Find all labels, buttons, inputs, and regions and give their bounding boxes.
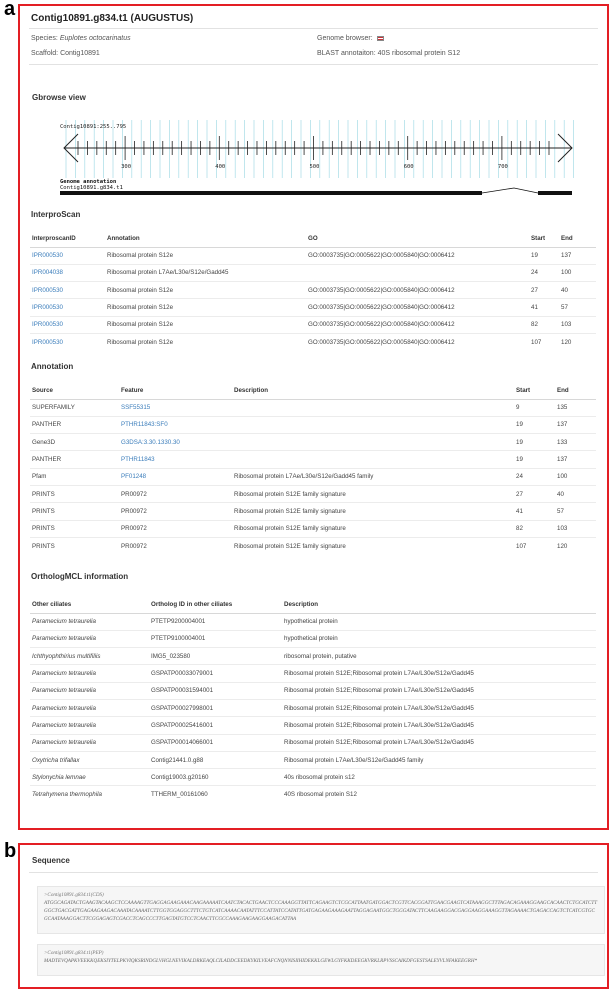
- col-description: Description: [232, 382, 514, 399]
- table-cell: 135: [555, 399, 596, 416]
- ortholog-row: [30, 751, 596, 768]
- cell-link[interactable]: IPR000530: [30, 282, 105, 299]
- table-cell: Paramecium tetraurelia: [30, 734, 149, 751]
- table-cell: Ribosomal protein S12e: [105, 299, 306, 316]
- interpro-title: InterproScan: [31, 210, 81, 219]
- ortholog-row: [30, 648, 596, 665]
- table-cell: Paramecium tetraurelia: [30, 717, 149, 734]
- ortholog-row: [30, 717, 596, 734]
- interpro-table: [30, 230, 596, 351]
- table-cell: hypothetical protein: [282, 630, 596, 647]
- table-cell: GO:0003735|GO:0005622|GO:0005840|GO:0006412: [306, 282, 529, 299]
- table-cell: Ribosomal protein L7Ae/L30e/S12e/Gadd45 family: [232, 468, 514, 485]
- interpro-row: [30, 333, 596, 350]
- table-cell: Ribosomal protein L7Ae/L30e/S12e/Gadd45: [105, 264, 306, 281]
- gbrowse-intron: [482, 188, 538, 193]
- gbrowse-track-title: Genome annotation: [60, 179, 117, 185]
- table-cell: 19: [514, 416, 555, 433]
- pep-sequence: MADTEVQAPKVEEKKQEKSIYTELPKVIQKSRINDGLVHGLNEVIKALDRKEAQLCILADDCEEDKYKILVEAFCNQNNISIIHIDEKKLGEWLGYFKKDEEGKVRKLRPVSSCAIKDFGESTSALEYVLNFAKEEGRH*: [44, 958, 478, 964]
- table-cell: 120: [559, 333, 596, 350]
- ortholog-row: [30, 769, 596, 786]
- annotation-row: [30, 537, 596, 554]
- table-cell: GO:0003735|GO:0005622|GO:0005840|GO:0006412: [306, 316, 529, 333]
- table-cell: 120: [555, 537, 596, 554]
- table-cell: PRINTS: [30, 485, 119, 502]
- table-cell: GSPATP00031594001: [149, 682, 282, 699]
- ortholog-row: [30, 613, 596, 630]
- table-cell: 82: [514, 520, 555, 537]
- panel-label-a: a: [4, 0, 16, 20]
- cell-link[interactable]: PTHR11843:SF0: [119, 416, 232, 433]
- table-cell: Ribosomal protein S12E;Ribosomal protein L7Ae/L30e/S12e/Gadd45: [282, 699, 596, 716]
- annotation-title: Annotation: [31, 362, 74, 371]
- table-cell: PR00972: [119, 485, 232, 502]
- cell-link[interactable]: G3DSA:3.30.1330.30: [119, 434, 232, 451]
- table-cell: Ribosomal protein S12e: [105, 333, 306, 350]
- col-source: Source: [30, 382, 119, 399]
- table-cell: [232, 434, 514, 451]
- table-cell: 57: [559, 299, 596, 316]
- table-cell: PANTHER: [30, 416, 119, 433]
- table-cell: 41: [529, 299, 559, 316]
- table-cell: PR00972: [119, 520, 232, 537]
- col-ortholog-description: Description: [282, 596, 596, 613]
- sequence-title: Sequence: [32, 856, 70, 865]
- table-cell: GSPATP00025416001: [149, 717, 282, 734]
- annotation-row: [30, 468, 596, 485]
- ortholog-row: [30, 734, 596, 751]
- table-cell: GO:0003735|GO:0005622|GO:0005840|GO:0006412: [306, 299, 529, 316]
- table-cell: 103: [559, 316, 596, 333]
- table-cell: Contig21441.0.g88: [149, 751, 282, 768]
- cell-link[interactable]: PF01248: [119, 468, 232, 485]
- ortholog-row: [30, 786, 596, 803]
- table-cell: 40s ribosomal protein s12: [282, 769, 596, 786]
- browser-info: [317, 35, 384, 42]
- table-cell: 107: [529, 333, 559, 350]
- species-value: Euplotes octocarinatus: [59, 35, 131, 42]
- table-cell: Ribosomal protein S12E family signature: [232, 520, 514, 537]
- panel-label-b: b: [4, 840, 17, 862]
- table-cell: Tetrahymena thermophila: [30, 786, 149, 803]
- gbrowse-tick-label: 600: [403, 164, 414, 170]
- table-cell: [232, 399, 514, 416]
- gbrowse-exon-1[interactable]: [60, 191, 482, 195]
- gbrowse-tick-label: 500: [309, 164, 320, 170]
- table-cell: 27: [514, 485, 555, 502]
- table-cell: GO:0003735|GO:0005622|GO:0005840|GO:0006412: [306, 247, 529, 264]
- annotation-row: [30, 434, 596, 451]
- header-divider: [29, 28, 598, 29]
- table-cell: 103: [555, 520, 596, 537]
- table-cell: 107: [514, 537, 555, 554]
- table-cell: PRINTS: [30, 503, 119, 520]
- table-cell: 137: [555, 416, 596, 433]
- col-start: Start: [514, 382, 555, 399]
- gene-title: Contig10891.g834.t1 (AUGUSTUS): [31, 13, 194, 24]
- table-cell: 100: [555, 468, 596, 485]
- table-cell: 27: [529, 282, 559, 299]
- table-cell: Gene3D: [30, 434, 119, 451]
- orthomcl-table: [30, 596, 596, 803]
- table-cell: ribosomal protein, putative: [282, 648, 596, 665]
- table-cell: GO:0003735|GO:0005622|GO:0005840|GO:0006412: [306, 333, 529, 350]
- scaffold-label: Scaffold:: [31, 50, 59, 57]
- table-cell: [232, 451, 514, 468]
- cell-link[interactable]: SSF55315: [119, 399, 232, 416]
- annotation-row: [30, 451, 596, 468]
- col-interproscanid: InterproscanID: [30, 230, 105, 247]
- table-cell: 82: [529, 316, 559, 333]
- annotation-row: [30, 485, 596, 502]
- scaffold-value: Contig10891: [60, 50, 100, 57]
- col-go: GO: [306, 230, 529, 247]
- table-cell: PRINTS: [30, 537, 119, 554]
- table-cell: Ribosomal protein S12e: [105, 282, 306, 299]
- blast-info: [317, 50, 460, 57]
- pep-header: >Contig10891.g834.t1(PEP): [44, 950, 104, 956]
- table-cell: Ribosomal protein S12E family signature: [232, 537, 514, 554]
- table-cell: PR00972: [119, 503, 232, 520]
- cds-sequence: ATGGCAGATACTGAAGTACAAGCTCCAAAAGTTGAGGAGAAGAAACAAGAAAAATCAATCTACACTGAACTCCCAAAGGTTATTCAGAAGTCTCGCATTAATGATGGACTCGTTCACGGATTGAACGAAGTCATAAAGGCTTTAGACAGAAAGGAAGCACAACTCTGCATCTTGGCTGACGATTGAGAAGAAGACAAATACAAAATCTTGGTGGAGGCTTTCTGTCATCAAAACAATATTTCCATTATCCATATTGATGAGAAGAAAGAATTAGGAGAATGGCTGGGATACTTCAAGAAGGACGAGGAAGGAAAGGTTAGAAAACTGAGACCAGTCTCATCGTGCGCAATAAAGGACTTCGGAGAGTCGACCTCAGCCCTTGAGTATGTCCTCAACTTCGCCAAAGAAGAAGGAAGACATTAA: [44, 900, 598, 922]
- ortholog-row: [30, 682, 596, 699]
- table-cell: 40: [555, 485, 596, 502]
- table-cell: 19: [514, 434, 555, 451]
- annotation-row: [30, 399, 596, 416]
- cell-link[interactable]: IPR000530: [30, 299, 105, 316]
- gbrowse-exon-2[interactable]: [538, 191, 572, 195]
- table-cell: Paramecium tetraurelia: [30, 630, 149, 647]
- table-cell: Ichthyophthirius multifiliis: [30, 648, 149, 665]
- panel-b-frame: [18, 843, 609, 989]
- genome-browser-icon[interactable]: [377, 36, 384, 41]
- table-cell: 9: [514, 399, 555, 416]
- table-cell: 24: [514, 468, 555, 485]
- table-cell: 100: [559, 264, 596, 281]
- table-cell: 137: [555, 451, 596, 468]
- cds-sequence-box[interactable]: [37, 886, 605, 934]
- table-cell: Ribosomal protein S12E;Ribosomal protein L7Ae/L30e/S12e/Gadd45: [282, 682, 596, 699]
- table-cell: Paramecium tetraurelia: [30, 682, 149, 699]
- table-cell: 19: [529, 247, 559, 264]
- sequence-divider: [29, 872, 598, 873]
- table-cell: Paramecium tetraurelia: [30, 665, 149, 682]
- table-cell: 19: [514, 451, 555, 468]
- table-cell: [306, 264, 529, 281]
- gbrowse-range-label: Contig10891:255..795: [60, 124, 127, 130]
- col-end: End: [559, 230, 596, 247]
- gbrowse-tick-label: 700: [497, 164, 508, 170]
- table-cell: PTETP9100004001: [149, 630, 282, 647]
- table-cell: Ribosomal protein L7Ae/L30e/S12e/Gadd45 family: [282, 751, 596, 768]
- interpro-row: [30, 316, 596, 333]
- gbrowse-track-feature: Contig10891.g834.t1: [60, 185, 123, 191]
- table-cell: Ribosomal protein S12E family signature: [232, 503, 514, 520]
- table-cell: Paramecium tetraurelia: [30, 613, 149, 630]
- cell-link[interactable]: IPR004038: [30, 264, 105, 281]
- pep-sequence-box[interactable]: [37, 944, 605, 976]
- table-cell: Paramecium tetraurelia: [30, 699, 149, 716]
- table-cell: GSPATP00014066001: [149, 734, 282, 751]
- table-cell: hypothetical protein: [282, 613, 596, 630]
- table-cell: GSPATP00033079001: [149, 665, 282, 682]
- ortholog-row: [30, 699, 596, 716]
- species-info: [31, 35, 131, 42]
- col-annotation: Annotation: [105, 230, 306, 247]
- table-cell: Contig19003.g20160: [149, 769, 282, 786]
- annotation-row: [30, 520, 596, 537]
- gbrowse-title: Gbrowse view: [32, 93, 86, 102]
- ortholog-row: [30, 630, 596, 647]
- gbrowse-tick-label: 300: [121, 164, 132, 170]
- orthomcl-title: OrthologMCL information: [31, 572, 129, 581]
- table-cell: Pfam: [30, 468, 119, 485]
- interpro-row: [30, 264, 596, 281]
- table-cell: 24: [529, 264, 559, 281]
- col-start: Start: [529, 230, 559, 247]
- genome-browser-label: Genome browser:: [317, 35, 373, 42]
- annotation-row: [30, 503, 596, 520]
- table-cell: 40S ribosomal protein S12: [282, 786, 596, 803]
- meta-divider: [29, 64, 598, 65]
- interpro-row: [30, 247, 596, 264]
- table-cell: [232, 416, 514, 433]
- table-cell: PRINTS: [30, 520, 119, 537]
- scaffold-info: [31, 50, 100, 57]
- interpro-row: [30, 282, 596, 299]
- table-cell: Ribosomal protein S12E;Ribosomal protein L7Ae/L30e/S12e/Gadd45: [282, 734, 596, 751]
- annotation-row: [30, 416, 596, 433]
- table-cell: PR00972: [119, 537, 232, 554]
- col-end: End: [555, 382, 596, 399]
- table-cell: Ribosomal protein S12E;Ribosomal protein L7Ae/L30e/S12e/Gadd45: [282, 665, 596, 682]
- species-label: Species:: [31, 35, 58, 42]
- blast-label: BLAST annotaiton:: [317, 50, 376, 57]
- blast-value: 40S ribosomal protein S12: [377, 50, 461, 57]
- annotation-table: [30, 382, 596, 555]
- col-other-ciliates: Other ciliates: [30, 596, 149, 613]
- table-cell: 57: [555, 503, 596, 520]
- table-cell: Stylonychia lemnae: [30, 769, 149, 786]
- table-cell: 137: [559, 247, 596, 264]
- table-cell: 40: [559, 282, 596, 299]
- interpro-row: [30, 299, 596, 316]
- gbrowse-view[interactable]: [44, 120, 576, 198]
- table-cell: Ribosomal protein S12e: [105, 316, 306, 333]
- gbrowse-tick-label: 400: [215, 164, 226, 170]
- col-ortholog-id: Ortholog ID in other ciliates: [149, 596, 282, 613]
- table-cell: Oxytricha trifallax: [30, 751, 149, 768]
- cell-link[interactable]: IPR000530: [30, 247, 105, 264]
- cell-link[interactable]: PTHR11843: [119, 451, 232, 468]
- table-cell: SUPERFAMILY: [30, 399, 119, 416]
- table-cell: PANTHER: [30, 451, 119, 468]
- table-cell: Ribosomal protein S12E family signature: [232, 485, 514, 502]
- table-cell: 41: [514, 503, 555, 520]
- table-cell: PTETP9200004001: [149, 613, 282, 630]
- ortholog-row: [30, 665, 596, 682]
- table-cell: IMG5_023580: [149, 648, 282, 665]
- cds-header: >Contig10891.g834.t1(CDS): [44, 892, 104, 898]
- col-feature: Feature: [119, 382, 232, 399]
- cell-link[interactable]: IPR000530: [30, 316, 105, 333]
- table-cell: Ribosomal protein S12E;Ribosomal protein L7Ae/L30e/S12e/Gadd45: [282, 717, 596, 734]
- table-cell: 133: [555, 434, 596, 451]
- table-cell: GSPATP00027998001: [149, 699, 282, 716]
- table-cell: Ribosomal protein S12e: [105, 247, 306, 264]
- table-cell: TTHERM_00161060: [149, 786, 282, 803]
- cell-link[interactable]: IPR000530: [30, 333, 105, 350]
